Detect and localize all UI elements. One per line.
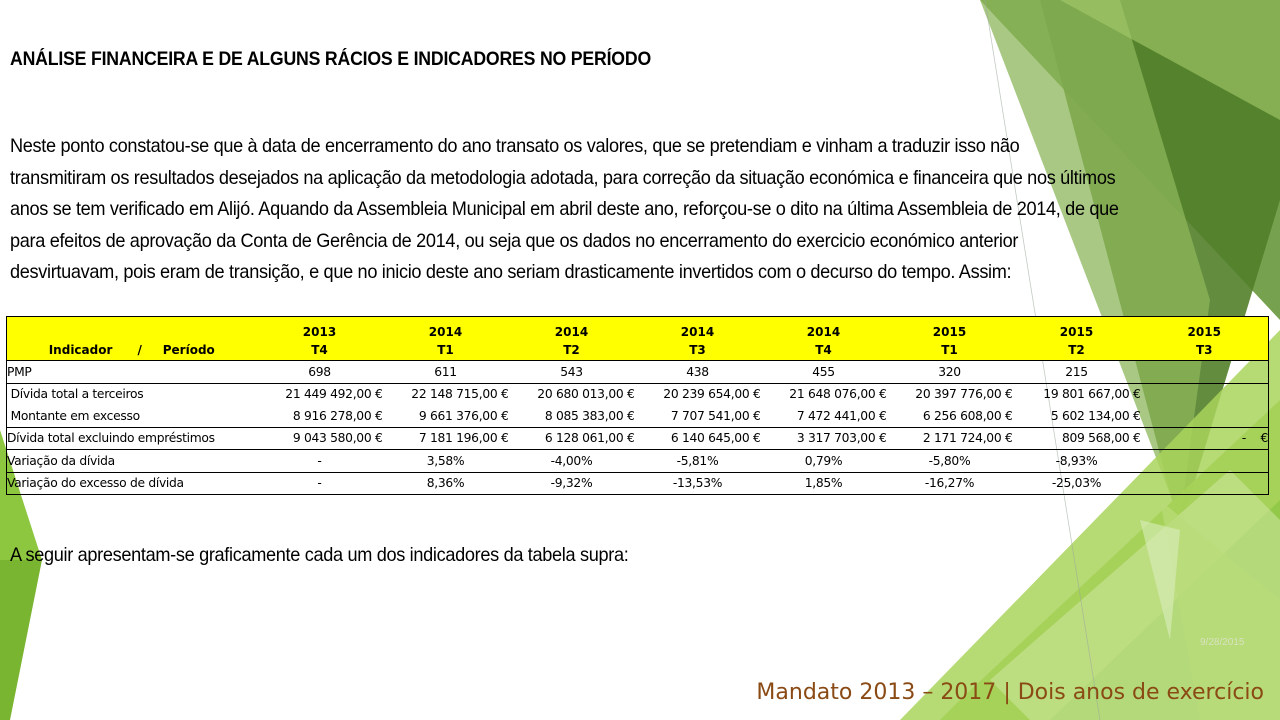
table-cell: 543 (560, 364, 583, 379)
table-cell: 1,85% (804, 476, 843, 491)
header-quarter: T4 (761, 339, 887, 361)
header-quarter: T2 (509, 339, 635, 361)
row-label: Montante em excesso (7, 408, 140, 423)
paragraph-line: transmitiram os resultados desejados na aplicação da metodologia adotada, para correção da situação económica e financeira que nos últimos (10, 166, 1116, 189)
paragraph-line: para efeitos de aprovação da Conta de Gerência de 2014, ou seja que os dados no encerramento do exercicio económico anterior (10, 229, 1019, 252)
footer-subtitle: Dois anos de exercício (1017, 680, 1264, 705)
row-label: PMP (7, 364, 32, 379)
header-year: 2015 (887, 317, 1013, 340)
table-cell: 698 (308, 364, 331, 379)
indicators-table (6, 316, 1269, 495)
table-cell: - (317, 453, 322, 468)
table-cell: 8,36% (426, 476, 465, 491)
header-quarter: T1 (887, 339, 1013, 361)
table-cell: -5,81% (676, 453, 719, 468)
table-cell: 7 707 541,00 € (670, 408, 761, 423)
table-row (7, 361, 1269, 384)
row-label: Variação da dívida (7, 453, 115, 468)
header-quarter: T1 (383, 339, 509, 361)
table-cell (1141, 450, 1269, 473)
table-cell: 6 128 061,00 € (544, 431, 635, 446)
table-cell: 19 801 667,00 € (1043, 387, 1141, 402)
table-cell: -25,03% (1051, 476, 1102, 491)
table-cell: 21 648 076,00 € (789, 387, 887, 402)
table-cell: 8 085 383,00 € (544, 408, 635, 423)
table-cell: 2 171 724,00 € (922, 431, 1013, 446)
header-label: Indicador / Período (7, 339, 257, 361)
table-cell: 3 317 703,00 € (796, 431, 887, 446)
header-year: 2013 (257, 317, 383, 340)
table-cell: 21 449 492,00 € (285, 387, 383, 402)
header-year: 2015 (1013, 317, 1141, 340)
table-cell: - € (1241, 431, 1268, 446)
row-label: Dívida total excluindo empréstimos (7, 431, 215, 446)
table-cell: -16,27% (924, 476, 975, 491)
row-label: Dívida total a terceiros (7, 387, 144, 402)
header-year: 2015 (1141, 317, 1269, 340)
slide-footer (756, 680, 1264, 705)
table-cell (1141, 361, 1269, 384)
table-cell: 20 397 776,00 € (915, 387, 1013, 402)
table-cell: 9 661 376,00 € (418, 408, 509, 423)
header-quarter: T4 (257, 339, 383, 361)
table-cell: 8 916 278,00 € (292, 408, 383, 423)
header-year: 2014 (761, 317, 887, 340)
table-row (7, 472, 1269, 495)
row-label: Variação do excesso de dívida (7, 476, 184, 491)
table-cell: 809 568,00 € (1061, 431, 1141, 446)
table-row (7, 383, 1269, 405)
follow-text: A seguir apresentam-se graficamente cada um dos indicadores da tabela supra: (10, 544, 629, 566)
header-year: 2014 (383, 317, 509, 340)
intro-paragraph (10, 131, 1278, 289)
slide-title: ANÁLISE FINANCEIRA E DE ALGUNS RÁCIOS E INDICADORES NO PERÍODO (10, 49, 652, 70)
table-cell: 320 (938, 364, 961, 379)
table-cell: 7 472 441,00 € (796, 408, 887, 423)
header-quarter: T3 (635, 339, 761, 361)
table-cell: 5 602 134,00 € (1050, 408, 1141, 423)
table-cell: 7 181 196,00 € (418, 431, 509, 446)
table-cell: 611 (434, 364, 457, 379)
table-cell (1141, 405, 1269, 427)
header-quarter: T3 (1141, 339, 1269, 361)
header-year: 2014 (509, 317, 635, 340)
footer-separator: | (1003, 680, 1011, 705)
table-cell (1141, 383, 1269, 405)
table-row (7, 450, 1269, 473)
table-cell: 20 239 654,00 € (663, 387, 761, 402)
table-cell: 215 (1065, 364, 1088, 379)
table-cell (1141, 472, 1269, 495)
table-cell: -9,32% (550, 476, 593, 491)
header-year: 2014 (635, 317, 761, 340)
table-cell: -8,93% (1055, 453, 1098, 468)
table-cell: 3,58% (426, 453, 465, 468)
table-cell: 6 140 645,00 € (670, 431, 761, 446)
table-row (7, 405, 1269, 427)
header-quarter: T2 (1013, 339, 1141, 361)
table-cell: -13,53% (672, 476, 723, 491)
table-cell: -5,80% (928, 453, 971, 468)
paragraph-line: desvirtuavam, pois eram de transição, e que no inicio deste ano seriam drasticamente invertidos com o decurso do tempo. Assim: (10, 261, 1012, 283)
paragraph-line: Neste ponto constatou-se que à data de encerramento do ano transato os valores, que se pretendiam e vinham a traduzir isso não (10, 135, 1020, 157)
table-cell: 9 043 580,00 € (292, 431, 383, 446)
header-corner (7, 317, 257, 340)
table-cell: 20 680 013,00 € (537, 387, 635, 402)
footer-mandate: Mandato 2013 – 2017 (756, 680, 997, 705)
table-cell: - (317, 476, 322, 491)
table-cell: 455 (812, 364, 835, 379)
table-cell: -4,00% (550, 453, 593, 468)
table-cell: 6 256 608,00 € (922, 408, 1013, 423)
table-row (7, 427, 1269, 450)
paragraph-line: anos se tem verificado em Alijó. Aquando da Assembleia Municipal em abril deste ano, reforçou-se o dito na última Assembleia de 2014, de que (10, 198, 1119, 220)
table-cell: 22 148 715,00 € (411, 387, 509, 402)
slide-date: 9/28/2015 (1200, 637, 1245, 648)
table-cell: 0,79% (804, 453, 843, 468)
table-cell: 438 (686, 364, 709, 379)
